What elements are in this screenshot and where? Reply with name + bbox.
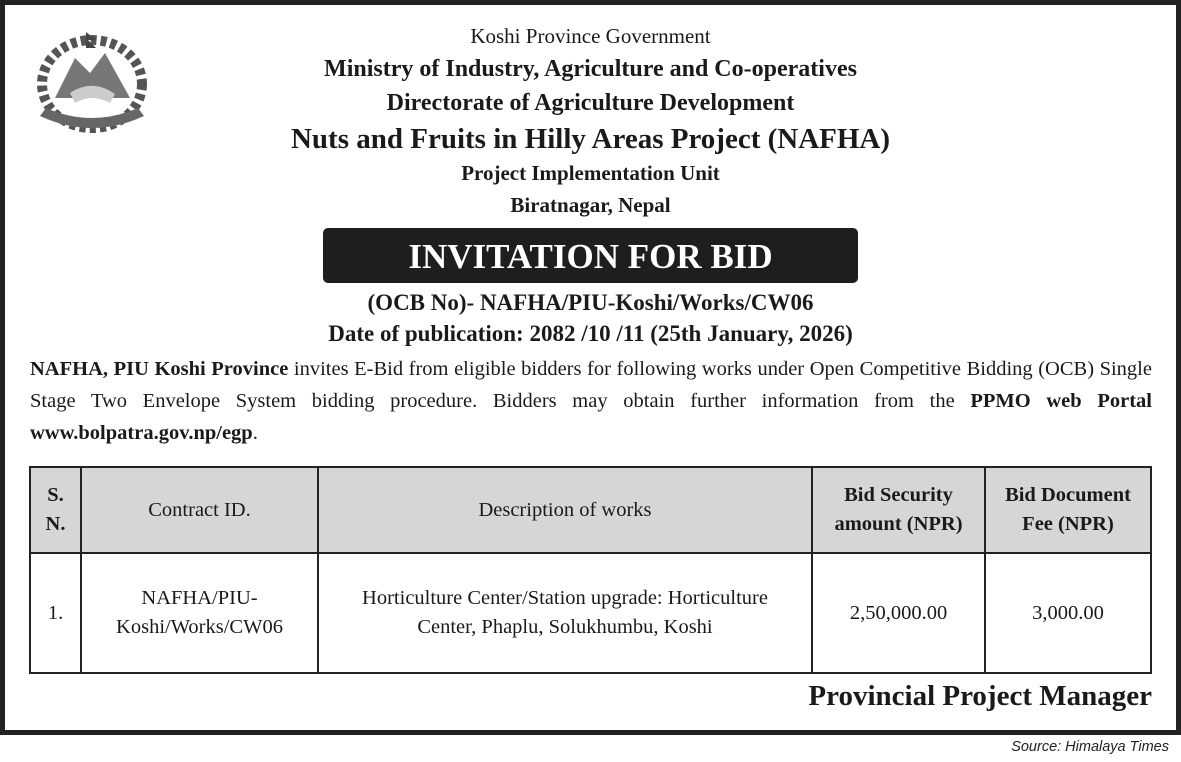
publication-date: Date of publication: 2082 /10 /11 (25th January, 2026): [328, 321, 853, 346]
header-line-government: Koshi Province Government: [470, 24, 711, 48]
intro-bold-org: NAFHA, PIU Koshi Province: [30, 358, 289, 380]
header-line-location: Biratnagar, Nepal: [510, 193, 671, 217]
col-sn: S. N.: [30, 467, 81, 553]
header-line-unit: Project Implementation Unit: [461, 161, 720, 185]
col-description: Description of works: [318, 467, 812, 553]
cell-contract-id: NAFHA/PIU-Koshi/Works/CW06: [81, 553, 318, 673]
bid-table: [29, 466, 1152, 674]
header-line-ministry: Ministry of Industry, Agriculture and Co-operatives: [324, 56, 857, 82]
intro-end: .: [252, 422, 258, 444]
table-row: [30, 553, 1151, 673]
cell-document-fee: 3,000.00: [985, 553, 1151, 673]
ocb-number: (OCB No)- NAFHA/PIU-Koshi/Works/CW06: [367, 290, 814, 315]
cell-description: Horticulture Center/Station upgrade: Horticulture Center, Phaplu, Solukhumbu, Koshi: [318, 553, 812, 673]
col-bid-security: Bid Security amount (NPR): [812, 467, 985, 553]
cell-bid-security: 2,50,000.00: [812, 553, 985, 673]
col-contract-id: Contract ID.: [81, 467, 318, 553]
header-line-directorate: Directorate of Agriculture Development: [386, 90, 795, 116]
intro-paragraph: [30, 353, 1152, 449]
table-header-row: [30, 467, 1151, 553]
col-document-fee: Bid Document Fee (NPR): [985, 467, 1151, 553]
cell-sn: 1.: [30, 553, 81, 673]
source-credit: Source: Himalaya Times: [1011, 739, 1169, 755]
invitation-title-banner: INVITATION FOR BID: [323, 228, 858, 283]
header-line-project: Nuts and Fruits in Hilly Areas Project (NAFHA): [290, 123, 891, 155]
signatory: Provincial Project Manager: [808, 680, 1152, 712]
intro-text: invites E-Bid from eligible bidders for following works under Open Competitive Bidding (OCB) Single Stage Two Envelope System bidding procedure. Bidders may obtain further information from the: [30, 358, 1152, 412]
portal-link: PPMO web Portal www.bolpatra.gov.np/egp: [30, 390, 1152, 444]
